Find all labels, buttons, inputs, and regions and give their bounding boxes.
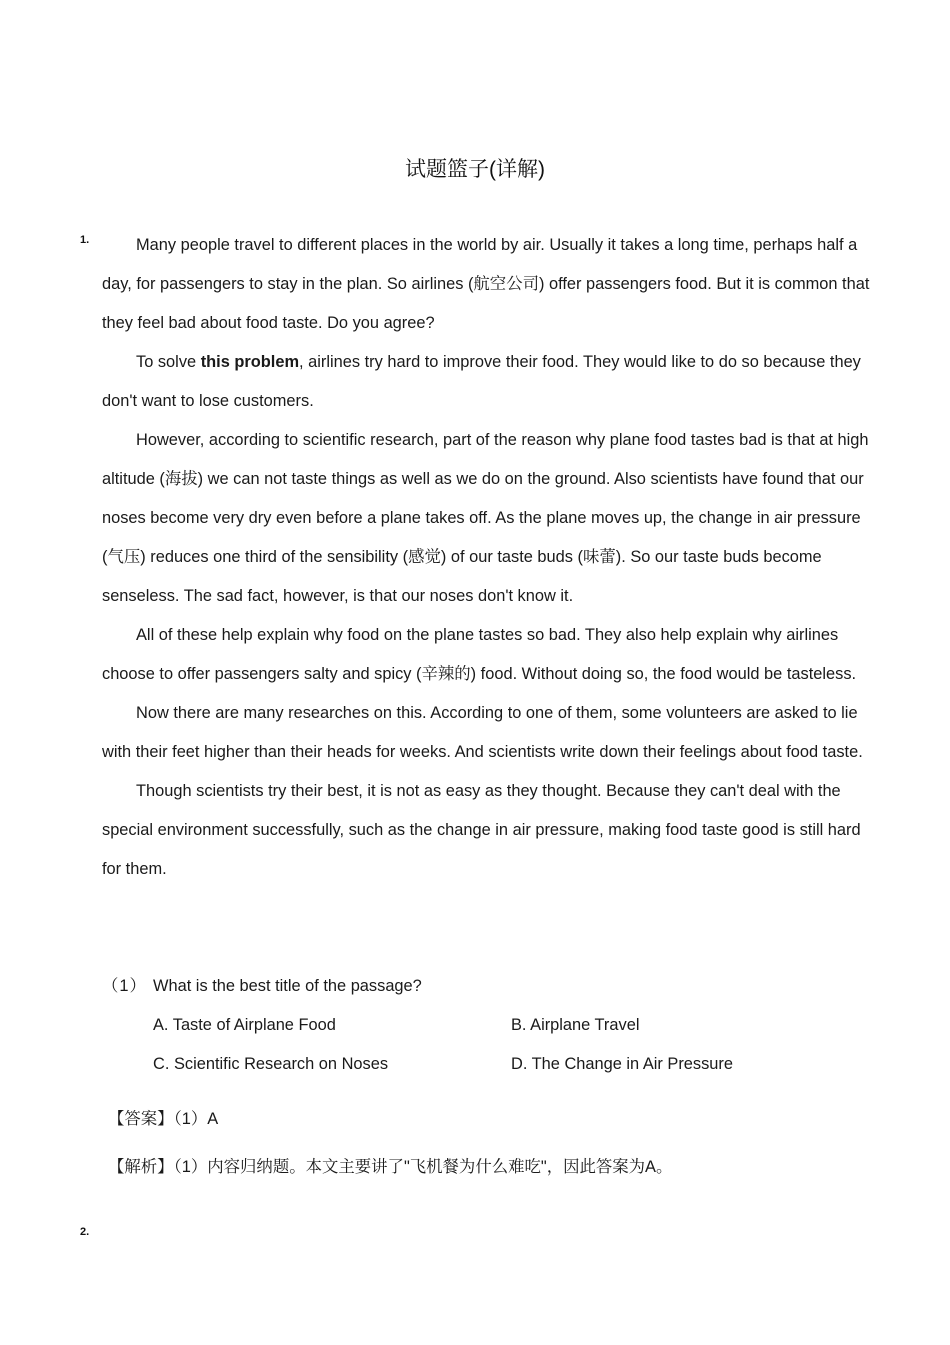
sub-question-text: What is the best title of the passage? [153, 977, 422, 995]
question-number: 1. [80, 234, 90, 246]
analysis-tag: 【解析】 [108, 1158, 174, 1176]
option-a: A. Taste of Airplane Food [153, 1016, 336, 1034]
option-d: D. The Change in Air Pressure [511, 1055, 733, 1073]
passage-paragraph: Now there are many researches on this. According to one of them, some volunteers are asked to lie with their feet higher than their heads for weeks. And scientists write down their feelings about food taste. [102, 704, 863, 761]
sub-question [102, 967, 422, 1006]
passage-paragraph [102, 343, 877, 421]
question-number: 2. [80, 1226, 90, 1238]
option-c: C. Scientific Research on Noses [153, 1055, 389, 1073]
passage-paragraph: All of these help explain why food on the plane tastes so bad. They also help explain why airlines choose to offer passengers salty and spicy (辛辣的) food. Without doing so, the food would be tasteless. [102, 626, 857, 683]
analysis-text: （1）内容归纳题。本文主要讲了"飞机餐为什么难吃"，因此答案为A。 [173, 1158, 673, 1176]
passage-text: To solve [136, 353, 201, 371]
passage-bold-text: this problem [200, 353, 300, 371]
passage-text: , airlines try hard to improve their food. They would like to do so because they don't want to lose customers. [102, 353, 861, 410]
sub-question-number: （1） [102, 977, 147, 995]
answer-tag: 【答案】 [108, 1110, 174, 1128]
passage-paragraph: However, according to scientific research, part of the reason why plane food tastes bad is that at high altitude (海拔) we can not taste things as well as we do on the ground. Also scientists have found that our noses become very dry even before a plane takes off. As the plane moves up, the change in air pressure (气压) reduces one third of the sensibility (感觉) of our taste buds (味蕾). So our taste buds become senseless. The sad fact, however, is that our noses don't know it. [102, 431, 869, 605]
answer-line [108, 1107, 218, 1131]
page-title: 试题篮子(详解) [405, 158, 545, 181]
option-b: B. Airplane Travel [511, 1016, 640, 1034]
reading-passage [102, 226, 877, 889]
answer-text: （1）A [173, 1110, 219, 1128]
passage-paragraph: Though scientists try their best, it is not as easy as they thought. Because they can't deal with the special environment successfully, such as the change in air pressure, making food taste good is still hard for them. [102, 782, 861, 878]
passage-paragraph: Many people travel to different places in the world by air. Usually it takes a long time, perhaps half a day, for passengers to stay in the plan. So airlines (航空公司) offer passengers food. But it is common that they feel bad about food taste. Do you agree? [102, 236, 870, 332]
analysis-line [108, 1155, 672, 1179]
